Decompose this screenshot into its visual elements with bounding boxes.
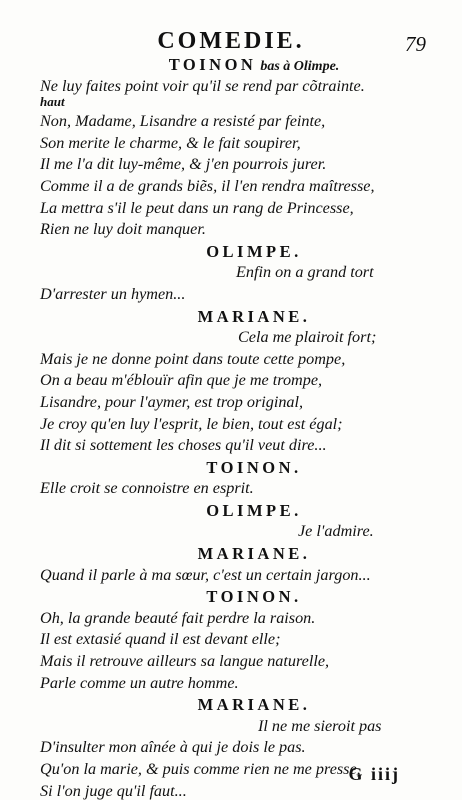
stage-direction: bas à Olimpe.: [260, 59, 340, 74]
verse-line: Son merite le charme, & le fait soupirer,: [40, 133, 301, 152]
verse-line: Rien ne luy doit manquer.: [40, 220, 206, 239]
speaker-label: TOINON: [168, 55, 257, 74]
verse-line: Cela me plairoit fort;: [238, 328, 377, 347]
speaker-label: TOINON.: [206, 457, 302, 477]
speaker-name: [40, 500, 440, 522]
verse-line: La mettra s'il le peut dans un rang de Princesse,: [40, 198, 354, 217]
verse-line: Je l'admire.: [298, 522, 374, 541]
speaker-name: [40, 457, 440, 479]
verse-line: Il ne me sieroit pas: [258, 716, 382, 735]
verse-line: Il dit si sottement les choses qu'il veut dire...: [40, 436, 327, 455]
verse-line: Enfin on a grand tort: [236, 263, 374, 282]
verse-line: Si l'on juge qu'il faut...: [40, 781, 187, 800]
verse-line: Quand il parle à ma sœur, c'est un certain jargon...: [40, 565, 371, 584]
speaker-name: [40, 306, 440, 328]
speaker-label: OLIMPE.: [206, 241, 302, 261]
verse-line: Elle croit se connoistre en esprit.: [40, 479, 254, 498]
verse-line: Qu'on la marie, & puis comme rien ne me presse,: [40, 760, 361, 778]
speaker-name: [40, 543, 440, 565]
speaker-label: TOINON.: [206, 587, 302, 607]
verse-line: Je croy qu'en luy l'esprit, le bien, tout est égal;: [40, 414, 343, 433]
speaker-name: [40, 54, 440, 76]
running-head: COMEDIE.: [157, 28, 305, 54]
speaker-name: [40, 241, 440, 263]
speaker-label: MARIANE.: [197, 306, 311, 326]
verse-line: D'insulter mon aînée à qui je dois le pas.: [40, 738, 306, 757]
speaker-label: OLIMPE.: [206, 500, 302, 520]
verse-line: Ne luy faites point voir qu'il se rend par cõtrainte.: [40, 76, 365, 95]
verse-line: On a beau m'éblouïr afin que je me trompe,: [40, 371, 323, 390]
verse-line: Parle comme un autre homme.: [40, 673, 239, 692]
verse-line: Lisandre, pour l'aymer, est trop original,: [40, 392, 304, 411]
speaker-name: [40, 694, 440, 716]
stage-direction: haut: [40, 94, 65, 110]
speaker-label: MARIANE.: [197, 544, 311, 564]
verse-line: Oh, la grande beauté fait perdre la raison.: [40, 608, 316, 627]
signature-mark: G iiij: [348, 764, 400, 784]
verse-line: Non, Madame, Lisandre a resisté par feinte,: [40, 112, 326, 131]
verse-line: Mais il retrouve ailleurs sa langue naturelle,: [40, 652, 330, 671]
play-text: [40, 54, 440, 802]
verse-line: Il est extasié quand il est devant elle;: [40, 630, 281, 649]
verse-line: Il me l'a dit luy-même, & j'en pourrois jurer.: [40, 155, 327, 174]
verse-line: D'arrester un hymen...: [40, 284, 186, 303]
verse-line: Comme il a de grands biẽs, il l'en rendra maîtresse,: [40, 176, 375, 195]
speaker-label: MARIANE.: [197, 695, 311, 715]
speaker-name: [40, 586, 440, 608]
verse-line: Mais je ne donne point dans toute cette pompe,: [40, 349, 346, 368]
page-number: 79: [405, 32, 426, 56]
